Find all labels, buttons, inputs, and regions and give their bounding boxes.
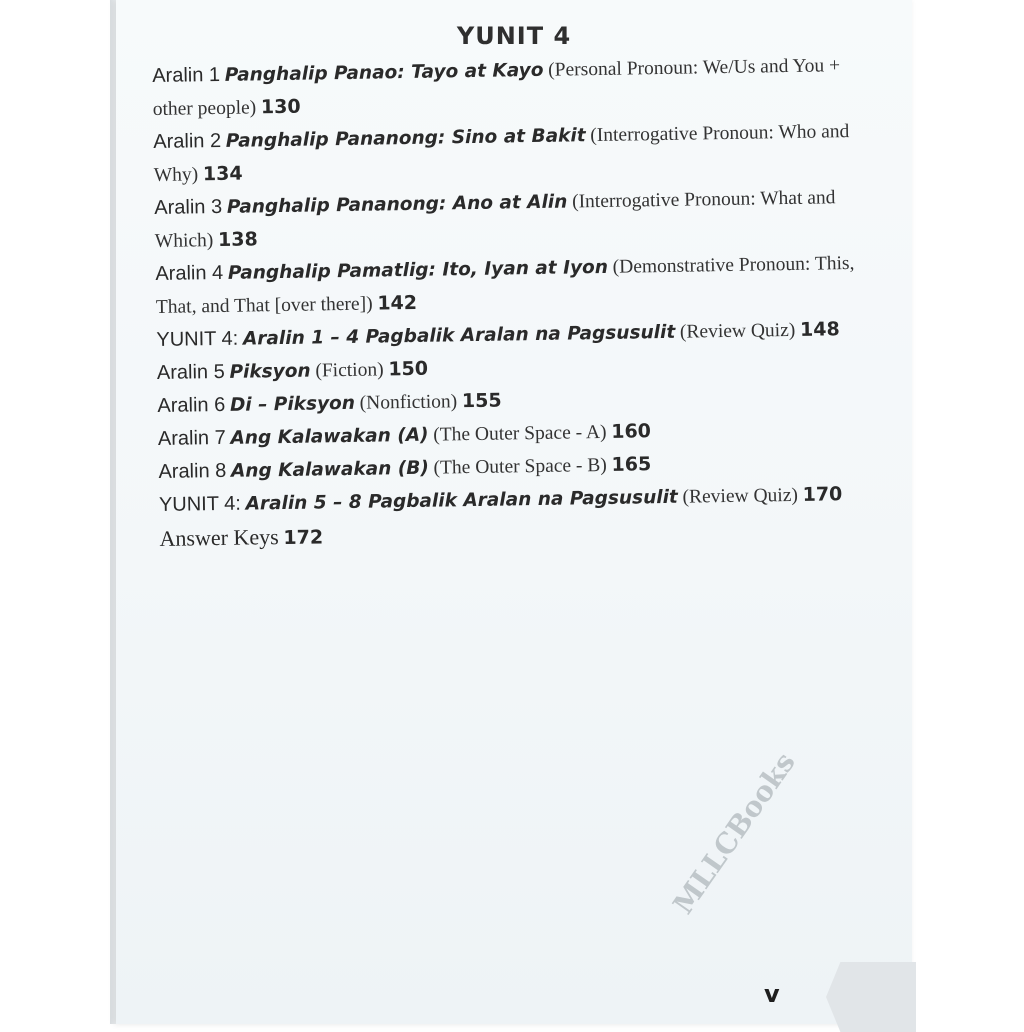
- entry-description: (Nonfiction): [359, 391, 458, 414]
- entry-label: Aralin 3: [154, 195, 223, 219]
- toc-entry-aralin-3: [154, 181, 875, 258]
- entry-page-number: 155: [461, 389, 502, 413]
- entry-label: YUNIT 4:: [158, 492, 242, 516]
- entry-page-number: 172: [283, 526, 324, 549]
- entry-description: (Fiction): [315, 359, 384, 382]
- entry-title: Panghalip Pamatlig: Ito, Iyan at Iyon: [227, 256, 609, 284]
- toc-entry-aralin-1: [152, 49, 873, 126]
- entry-description: (Personal Pronoun: We/Us and You + other people): [152, 55, 841, 120]
- entry-page-number: 148: [799, 318, 840, 341]
- entry-title: Aralin 5 – 8 Pagbalik Aralan na Pagsusulit: [245, 486, 678, 515]
- toc-entry-aralin-4: [155, 247, 876, 324]
- book-page: [116, 0, 912, 1024]
- page-number-tab: [826, 962, 916, 1032]
- entry-label: Aralin 7: [157, 426, 226, 450]
- entry-page-number: 130: [260, 95, 301, 119]
- entry-title: Piksyon: [229, 360, 311, 383]
- entry-label: Aralin 4: [155, 261, 224, 285]
- entry-description: (The Outer Space - A): [433, 421, 607, 446]
- unit-title: YUNIT 4: [456, 22, 572, 50]
- entry-page-number: 138: [217, 228, 258, 251]
- entry-page-number: 165: [611, 453, 652, 476]
- entry-title: Ang Kalawakan (A): [230, 424, 429, 449]
- entry-description: (Review Quiz): [682, 484, 799, 508]
- entry-description: (Interrogative Pronoun: What and Which): [154, 187, 836, 252]
- entry-page-number: 142: [377, 291, 418, 315]
- entry-page-number: 170: [802, 483, 843, 506]
- entry-title: Ang Kalawakan (B): [230, 457, 429, 482]
- entry-title: Di – Piksyon: [229, 392, 356, 416]
- entry-label: Aralin 6: [157, 393, 226, 417]
- entry-label: Aralin 5: [156, 360, 225, 384]
- entry-label: YUNIT 4:: [156, 327, 239, 351]
- toc-entry-aralin-2: [153, 115, 874, 192]
- table-of-contents: [152, 49, 880, 557]
- entry-description: (Interrogative Pronoun: Who and Why): [153, 121, 850, 186]
- entry-label: Aralin 2: [153, 129, 222, 153]
- entry-page-number: 160: [611, 420, 652, 443]
- entry-label: Aralin 8: [158, 459, 227, 483]
- page-number: v: [764, 980, 780, 1008]
- entry-title: Panghalip Pananong: Ano at Alin: [226, 191, 568, 218]
- entry-description: (The Outer Space - B): [433, 454, 607, 479]
- entry-description: (Review Quiz): [679, 319, 796, 343]
- entry-label: Aralin 1: [152, 63, 221, 87]
- entry-page-number: 150: [388, 357, 429, 381]
- entry-page-number: 134: [202, 162, 243, 186]
- entry-title: Panghalip Panao: Tayo at Kayo: [224, 59, 544, 86]
- entry-title: Panghalip Pananong: Sino at Bakit: [225, 125, 586, 152]
- watermark: MLLCBooks: [666, 746, 802, 920]
- entry-title: Aralin 1 – 4 Pagbalik Aralan na Pagsusulit: [242, 321, 676, 350]
- entry-description: (Demonstrative Pronoun: This, That, and That [over there]): [155, 252, 855, 318]
- entry-label: Answer Keys: [159, 524, 279, 551]
